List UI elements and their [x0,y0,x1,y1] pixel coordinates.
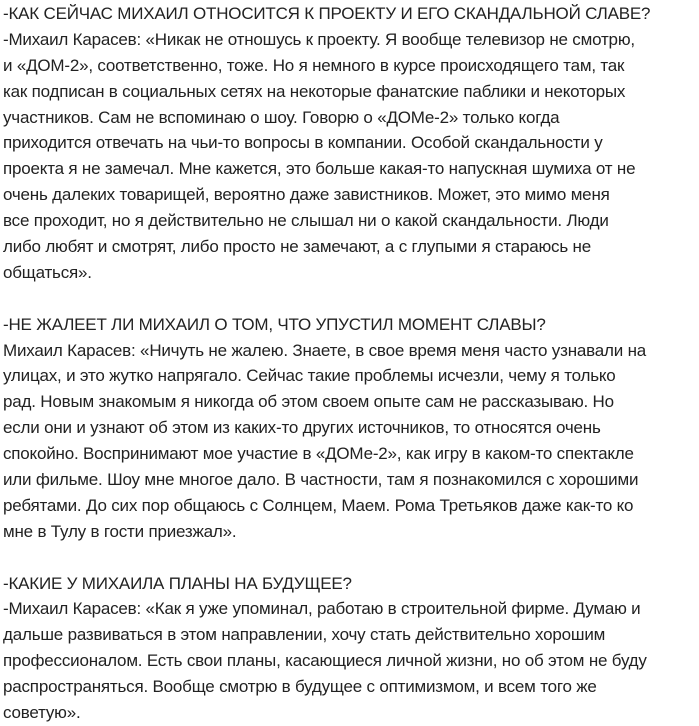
answer-text-line: если они и узнают об этом из каких-то других источников, то относятся очень [3,418,601,438]
answer-text-line: советую». [3,703,81,723]
answer-text-line: рад. Новым знакомым я никогда об этом своем опыте сам не рассказываю. Но [3,392,614,412]
answer-text-line: проекта я не замечал. Мне кажется, это больше какая-то напускная шумиха от не [3,159,636,179]
paragraph-spacer [3,286,699,312]
qa-section [3,312,699,545]
answer-text-line: дальше развиваться в этом направлении, хочу стать действительно хорошим [3,625,606,645]
answer-text-line: участников. Сам не вспоминаю о шоу. Говорю о «ДОМе-2» только когда [3,107,560,127]
answer-text-line: мне в Тулу в гости приезжал». [3,521,237,541]
answer-text-line: распространяться. Вообще смотрю в будущее с оптимизмом, и всем того же [3,677,597,697]
answer-text-line: -Михаил Карасев: «Как я уже упоминал, работаю в строительной фирме. Думаю и [3,599,641,619]
answer-text-line: улицах, и это жутко напрягало. Сейчас такие проблемы исчезли, чему я только [3,366,616,386]
answer-text-line: -Михаил Карасев: «Никак не отношусь к проекту. Я вообще телевизор не смотрю, [3,29,635,49]
answer-text-line: все проходит, но я действительно не слышал ни о какой скандальности. Люди [3,211,609,231]
question-heading: -КАК СЕЙЧАС МИХАИЛ ОТНОСИТСЯ К ПРОЕКТУ И ЕГО СКАНДАЛЬНОЙ СЛАВЕ? [3,4,651,23]
answer-text-line: общаться». [3,262,92,282]
answer-text-line: или фильме. Шоу мне многое дало. В частности, там я познакомился с хорошими [3,470,639,490]
answer-text-line: и «ДОМ-2», соответственно, тоже. Но я немного в курсе происходящего там, так [3,55,625,75]
answer-text-line: Михаил Карасев: «Ничуть не жалею. Знаете, в свое время меня часто узнавали на [3,340,647,360]
answer-text-line: как подписан в социальных сетях на некоторые фанатские паблики и некоторых [3,81,626,101]
answer-text-line: приходится отвечать на чьи-то вопросы в компании. Особой скандальности у [3,133,603,153]
question-heading: -КАКИЕ У МИХАИЛА ПЛАНЫ НА БУДУЩЕЕ? [3,573,352,593]
answer-text-line: либо любят и смотрят, либо просто не замечают, а с глупыми я стараюсь не [3,237,591,257]
question-heading: -НЕ ЖАЛЕЕТ ЛИ МИХАИЛ О ТОМ, ЧТО УПУСТИЛ МОМЕНТ СЛАВЫ? [3,314,546,334]
qa-section [3,571,699,726]
answer-text-line: профессионалом. Есть свои планы, касающиеся личной жизни, но об этом не буду [3,651,647,671]
paragraph-spacer [3,545,699,571]
qa-section [3,1,699,286]
answer-text-line: спокойно. Воспринимают мое участие в «ДОМе-2», как игру в каком-то спектакле [3,444,634,464]
answer-text-line: ребятами. До сих пор общаюсь с Солнцем, Маем. Рома Третьяков даже как-то ко [3,495,634,515]
answer-text-line: очень далеких товарищей, вероятно даже завистников. Может, это мимо меня [3,185,610,205]
